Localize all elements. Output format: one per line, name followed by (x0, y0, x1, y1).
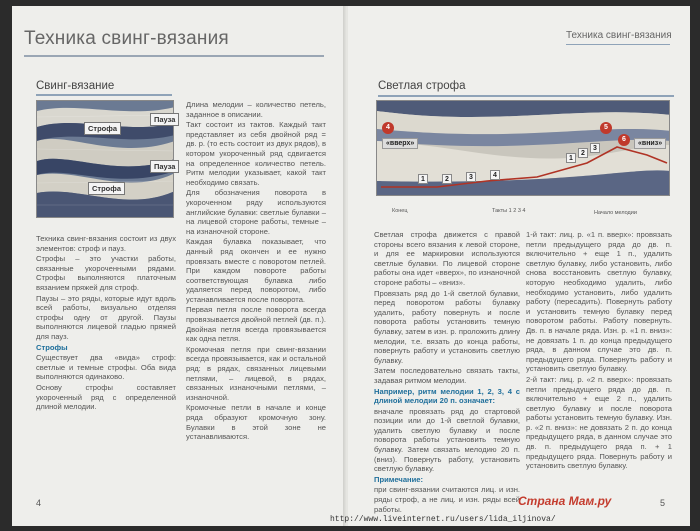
paragraph: Кромочные петли в начале и конце ряда образуют кромочную зону. Булавки в этой зоне не устанавливаются. (186, 403, 326, 442)
paragraph: 1-й такт: лиц. р. «1 п. вверх»: провязать петли предыдущего ряда до дв. п. включительно + еще 1 п., удалить светлую булавку, либо установить, либо снова восстановить светлую булавку, которую необходимо удалить, либо необходимо установить, либо удалить работу (пересадить). Повернуть работу и установить темную булавку перед поворотом работы. Работу повернуть. Дв. п. в начале ряда. Изн. р. «1 п. вниз»: не довязать 1 п. до конца предыдущего ряда, в данном случае это дв. п. предыдущего ряда. Повернуть работу и установить светлую булавку. (526, 230, 672, 374)
section-divider (36, 94, 172, 96)
caption-takts: Такты 1 2 3 4 (492, 208, 526, 214)
label-pause-mid: Пауза (150, 160, 179, 173)
paragraph: Для обозначения поворота в укороченном ряду используются английские булавки: светлые булавки – на лицевой стороне работы, темные – на изнаночной стороне. (186, 188, 326, 236)
watermark-logo: Страна Мам.ру (518, 494, 612, 508)
paragraph: Каждая булавка показывает, что данный ряд окончен и ее нужно провязать вместе с поворотом петлей. При каждом повороте работы соответствующая булавка либо удаляется перед поворотом, либо устанавливается после поворота. (186, 237, 326, 304)
paragraph: при свинг-вязании считаются лиц. и изн. ряды строф, а не лиц. и изн. ряды всей работы. (374, 485, 520, 514)
paragraph: Кромочная петля при свинг-вязании всегда провязывается, как и остальной ряд: в рядах, связанных лицевыми петлями, – лицевой, в рядах, связанных изнаночными петлями, – изнаночной. (186, 344, 326, 402)
page-number-right: 5 (660, 498, 666, 508)
paragraph: Первая петля после поворота всегда провязывается двойной петлей (дв. п.). Двойная петля всегда провязывается как одна петля. (186, 305, 326, 344)
paragraph: вначале провязать ряд до стартовой позиции или до 1-й светлой булавки, удалить светлую булавку и после поворота работы установить темную булавку. Затем связать мелодию 20 п. (вниз). Повернуть работу, установить светлую булавку. (374, 406, 520, 474)
paragraph: Провязать ряд до 1-й светлой булавки, перед поворотом работы булавку удалить, работу повернуть и после поворота работы установить темную булавку, затем в изн. р. проложить длину мелодии, т.е. вязать до конца работы, повернуть работу и установить светлую булавку. (374, 288, 520, 365)
paragraph: Паузы – это ряды, которые идут вдоль всей работы, визуально отделяя строфы одну от другой. Паузы выполняются лицевой гладью пряжей для пауз. (36, 293, 176, 341)
label-strofa-top: Строфа (84, 122, 121, 135)
step-number: 4 (490, 170, 500, 180)
tag-down: «вниз» (634, 138, 666, 149)
right-col2 (526, 230, 672, 472)
step-number-red: 5 (600, 122, 612, 134)
paragraph: 2-й такт: лиц. р. «2 п. вверх»: провязать петли предыдущего ряда до дв. п. включительно + еще 2 п., удалить светлую булавку и после поворота работы установить темную булавку. Изн. р. «2 п. вниз»: не довязать 2 п. до конца предыдущего ряда, в данном случае это дв. п. предыдущего ряда п. + 1 предыдущего ряда. Повернуть работу и установить светлую булавку. (526, 374, 672, 471)
right-col1 (374, 230, 520, 515)
step-number: 3 (466, 172, 476, 182)
paragraph: Строфы – это участки работы, связанные укороченными рядами. Строфы выполняются платочным вязанием пряжей для строф. (36, 254, 176, 292)
label-pause-top: Пауза (150, 113, 179, 126)
step-number-red: 6 (618, 134, 630, 146)
source-url[interactable]: http://www.liveinternet.ru/users/lida_iljinova/ (330, 515, 556, 524)
paragraph: Основу строфы составляет укороченный ряд с определенной длиной мелодии. (36, 382, 176, 412)
left-col2 (186, 100, 326, 443)
paragraph: Длина мелодии – количество петель, заданное в описании. (186, 100, 326, 119)
paragraph: Затем последовательно связать такты, задавая ритмом мелодии. (374, 366, 520, 385)
section-title-swing: Свинг-вязание (36, 80, 115, 92)
header-divider (566, 44, 670, 45)
section-divider (378, 95, 674, 97)
step-number: 3 (590, 143, 600, 153)
subheading-strofy: Строфы (36, 342, 68, 352)
left-col1 (36, 234, 176, 413)
paragraph: Светлая строфа движется с правой стороны всего вязания к левой стороне, и для ее маркировки используются светлые булавки. По лицевой стороне работы она идет «вверх», по изнаночной стороне работы – «вниз». (374, 230, 520, 287)
section-title-light-strofa: Светлая строфа (378, 80, 466, 92)
note-heading: Примечание: (374, 474, 424, 484)
step-number-red: 4 (382, 122, 394, 134)
caption-start: Начало мелодии (594, 210, 637, 216)
step-number: 1 (566, 153, 576, 163)
tag-up: «вверх» (382, 138, 418, 149)
page-number-left: 4 (36, 498, 42, 508)
page-title: Техника свинг-вязания (24, 28, 229, 49)
paragraph: Такт состоит из тактов. Каждый такт представляет из себя двойной ряд = дв. р. (то есть состоит из двух рядов), в котором укороченный ряд сдвигается на определенное количество петель. Ритм мелодии указывает, какой такт необходимо связать. (186, 120, 326, 187)
step-number: 2 (442, 174, 452, 184)
step-number: 1 (418, 174, 428, 184)
label-strofa-bottom: Строфа (88, 182, 125, 195)
running-header: Техника свинг-вязания (566, 30, 672, 41)
paragraph: Техника свинг-вязания состоит из двух элементов: строф и пауз. (36, 234, 176, 253)
title-divider (24, 55, 324, 57)
example-heading: Например, ритм мелодии 1, 2, 3, 4 с длиной мелодии 20 п. означает: (374, 386, 520, 406)
caption-end: Конец (392, 208, 408, 214)
step-number: 2 (578, 148, 588, 158)
paragraph: Существует два «вида» строф: светлые и темные строфы. Оба вида выполняются одинаково. (36, 353, 176, 382)
